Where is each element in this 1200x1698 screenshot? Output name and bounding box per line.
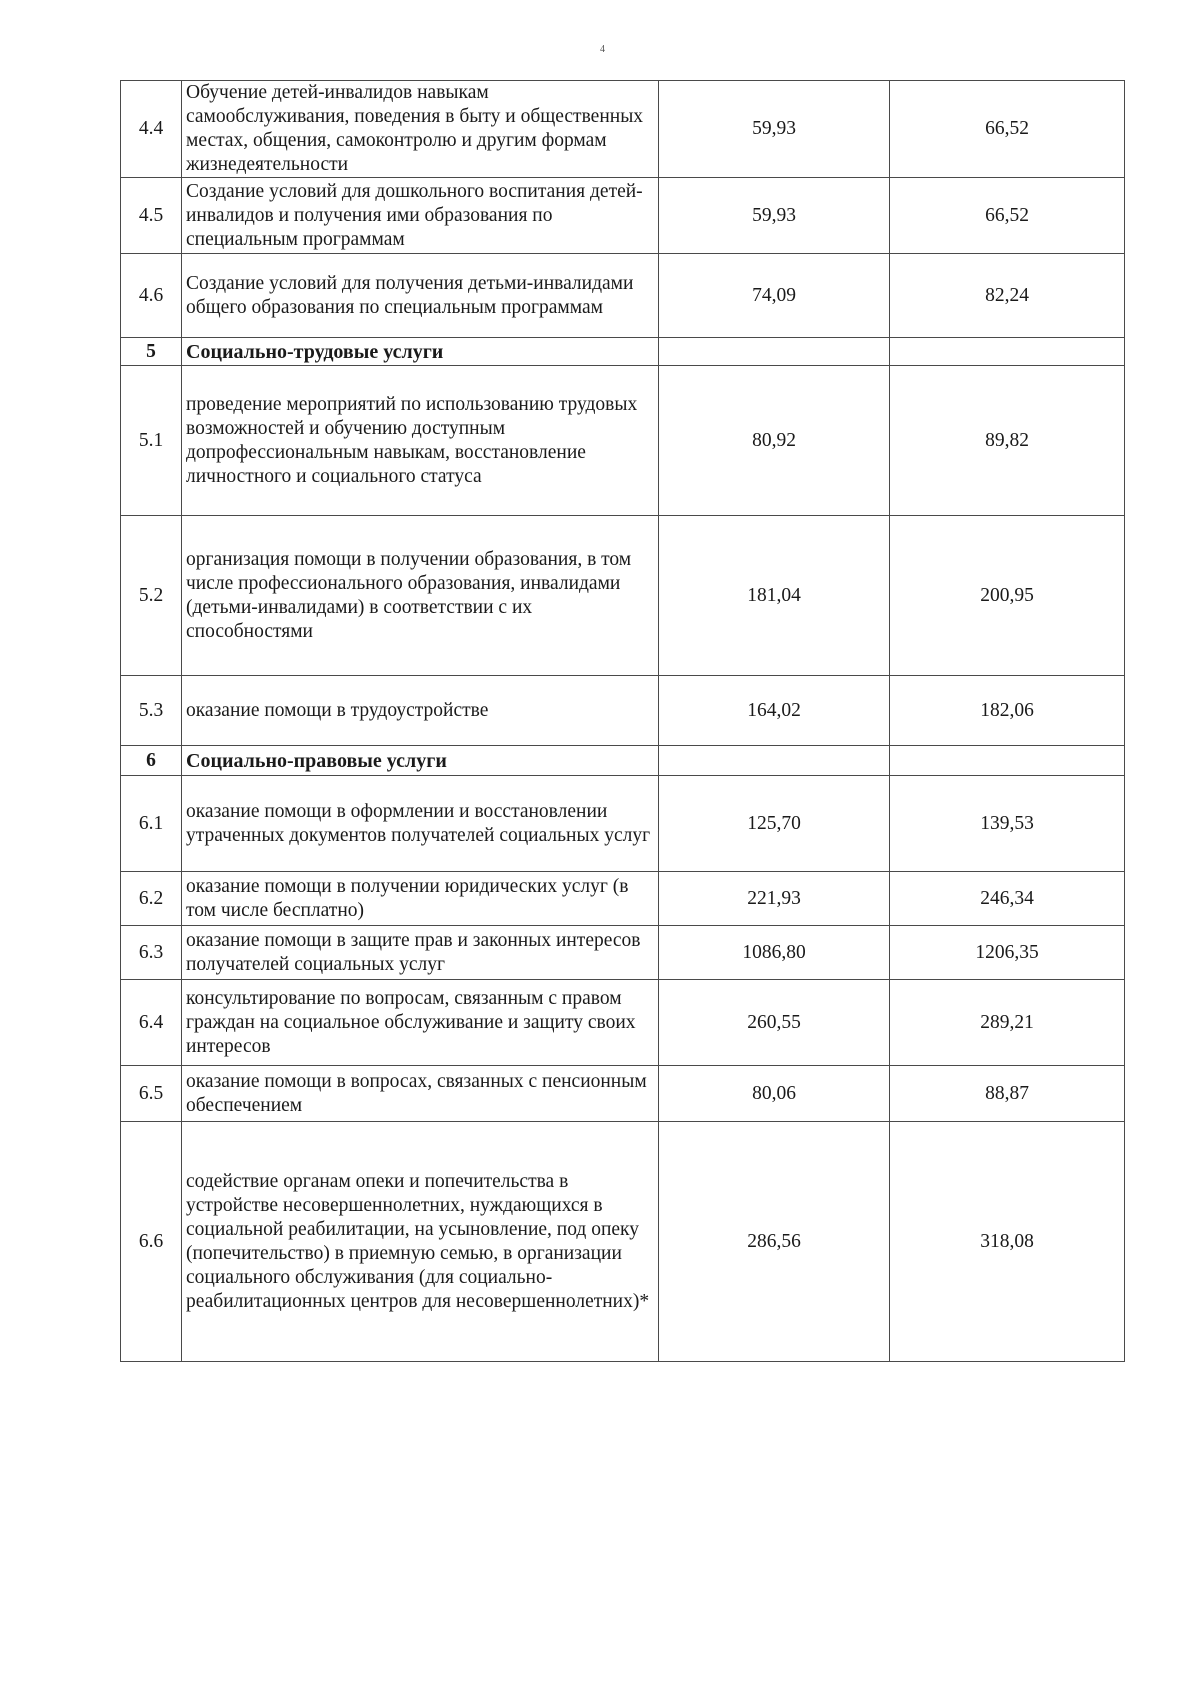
rate-value-2: 182,06 — [890, 676, 1125, 746]
row-number: 6.1 — [121, 776, 182, 872]
rate-value-1: 286,56 — [659, 1122, 890, 1362]
rate-value-2 — [890, 746, 1125, 776]
section-number: 6 — [121, 746, 182, 776]
table-row — [121, 178, 1125, 254]
row-number: 6.2 — [121, 872, 182, 926]
rate-value-1: 164,02 — [659, 676, 890, 746]
rate-value-2 — [890, 338, 1125, 366]
row-number: 4.6 — [121, 254, 182, 338]
service-rates-table — [120, 80, 1125, 1362]
table-row — [121, 676, 1125, 746]
rate-value-1: 1086,80 — [659, 926, 890, 980]
rate-value-2: 289,21 — [890, 980, 1125, 1066]
row-number: 6.5 — [121, 1066, 182, 1122]
rate-value-2: 246,34 — [890, 872, 1125, 926]
row-number: 4.5 — [121, 178, 182, 254]
rate-value-1: 80,92 — [659, 366, 890, 516]
table-row — [121, 81, 1125, 178]
service-description: содействие органам опеки и попечительства в устройстве несовершеннолетних, нуждающихся в социальной реабилитации, на усыновление, под опеку (попечительство) в приемную семью, в организации социального обслуживания (для социально-реабилитационных центров для несовершеннолетних)* — [182, 1122, 659, 1362]
page-number: 4 — [600, 44, 605, 55]
service-description: Создание условий для дошкольного воспитания детей-инвалидов и получения ими образования по специальным программам — [182, 178, 659, 254]
rate-value-1: 74,09 — [659, 254, 890, 338]
row-number: 4.4 — [121, 81, 182, 178]
service-description: консультирование по вопросам, связанным с правом граждан на социальное обслуживание и защиту своих интересов — [182, 980, 659, 1066]
service-description: оказание помощи в оформлении и восстановлении утраченных документов получателей социальных услуг — [182, 776, 659, 872]
section-number: 5 — [121, 338, 182, 366]
table-row — [121, 516, 1125, 676]
section-title: Социально-правовые услуги — [182, 746, 659, 776]
service-description: оказание помощи в трудоустройстве — [182, 676, 659, 746]
rate-value-2: 1206,35 — [890, 926, 1125, 980]
rate-value-2: 88,87 — [890, 1066, 1125, 1122]
section-title: Социально-трудовые услуги — [182, 338, 659, 366]
rate-value-1: 221,93 — [659, 872, 890, 926]
table-row — [121, 366, 1125, 516]
rate-value-2: 89,82 — [890, 366, 1125, 516]
table-row — [121, 926, 1125, 980]
service-description: оказание помощи в получении юридических услуг (в том числе бесплатно) — [182, 872, 659, 926]
row-number: 5.2 — [121, 516, 182, 676]
table-row — [121, 1122, 1125, 1362]
section-header-row — [121, 746, 1125, 776]
rate-value-1: 181,04 — [659, 516, 890, 676]
rate-value-2: 66,52 — [890, 178, 1125, 254]
service-description: оказание помощи в вопросах, связанных с пенсионным обеспечением — [182, 1066, 659, 1122]
rate-value-1: 80,06 — [659, 1066, 890, 1122]
service-description: организация помощи в получении образования, в том числе профессионального образования, инвалидами (детьми-инвалидами) в соответствии с их способностями — [182, 516, 659, 676]
table-row — [121, 980, 1125, 1066]
row-number: 6.6 — [121, 1122, 182, 1362]
table-row — [121, 872, 1125, 926]
service-description: оказание помощи в защите прав и законных интересов получателей социальных услуг — [182, 926, 659, 980]
rate-value-1 — [659, 338, 890, 366]
rate-value-1: 125,70 — [659, 776, 890, 872]
table-row — [121, 254, 1125, 338]
rate-value-1: 59,93 — [659, 81, 890, 178]
rate-value-1 — [659, 746, 890, 776]
row-number: 5.3 — [121, 676, 182, 746]
rate-value-2: 82,24 — [890, 254, 1125, 338]
row-number: 6.3 — [121, 926, 182, 980]
table-row — [121, 1066, 1125, 1122]
service-description: Создание условий для получения детьми-инвалидами общего образования по специальным программам — [182, 254, 659, 338]
table-row — [121, 776, 1125, 872]
row-number: 6.4 — [121, 980, 182, 1066]
rate-value-1: 59,93 — [659, 178, 890, 254]
rate-value-2: 66,52 — [890, 81, 1125, 178]
rate-value-2: 200,95 — [890, 516, 1125, 676]
service-description: Обучение детей-инвалидов навыкам самообслуживания, поведения в быту и общественных местах, общения, самоконтролю и другим формам жизнедеятельности — [182, 81, 659, 178]
rate-value-2: 139,53 — [890, 776, 1125, 872]
rate-value-2: 318,08 — [890, 1122, 1125, 1362]
section-header-row — [121, 338, 1125, 366]
service-description: проведение мероприятий по использованию трудовых возможностей и обучению доступным допрофессиональным навыкам, восстановление личностного и социального статуса — [182, 366, 659, 516]
row-number: 5.1 — [121, 366, 182, 516]
rate-value-1: 260,55 — [659, 980, 890, 1066]
